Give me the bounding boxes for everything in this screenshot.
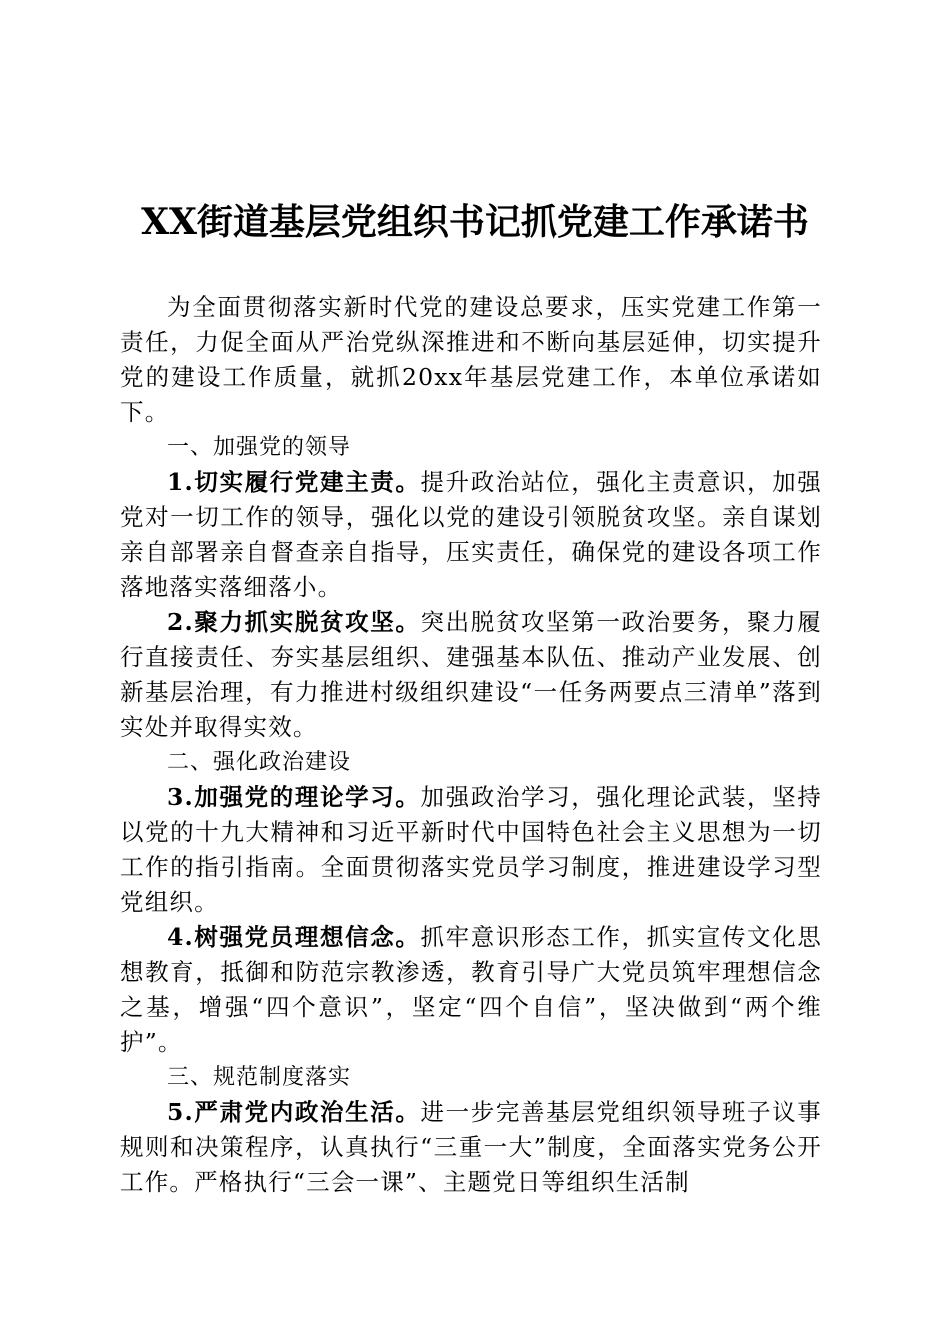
item-text-3: 加强政治学习，强化理论武装，坚持以党的十九大精神和习近平新时代中国特色社会主义思想为一切工作的指引指南。全面贯彻落实党员学习制度，推进建设学习型党组织。	[120, 783, 823, 916]
item-lead-4: 4.树强党员理想信念。	[167, 923, 421, 951]
document-title: XX街道基层党组织书记抓党建工作承诺书	[141, 201, 809, 243]
item-lead-2: 2.聚力抓实脱贫攻坚。	[167, 608, 421, 636]
document-body	[120, 290, 822, 1200]
item-text-4: 抓牢意识形态工作，抓实宣传文化思想教育，抵御和防范宗教渗透，教育引导广大党员筑牢理想信念之基，增强“四个意识”，坚定“四个自信”，坚决做到“两个维护”。	[120, 923, 823, 1056]
item-paragraph-5	[120, 1095, 822, 1200]
item-lead-1: 1.切实履行党建主责。	[167, 468, 421, 496]
item-text-2: 突出脱贫攻坚第一政治要务，聚力履行直接责任、夯实基层组织、建强基本队伍、推动产业发展、创新基层治理，有力推进村级组织建设“一任务两要点三清单”落到实处并取得实效。	[120, 608, 823, 741]
item-paragraph-3	[120, 780, 822, 920]
item-text-5: 进一步完善基层党组织领导班子议事规则和决策程序，认真执行“三重一大”制度，全面落实党务公开工作。严格执行“三会一课”、主题党日等组织生活制	[120, 1098, 823, 1196]
item-text-1: 提升政治站位，强化主责意识，加强党对一切工作的领导，强化以党的建设引领脱贫攻坚。亲自谋划亲自部署亲自督查亲自指导，压实责任，确保党的建设各项工作落地落实落细落小。	[120, 468, 823, 601]
section-heading-1: 一、加强党的领导	[167, 435, 352, 460]
item-lead-3: 3.加强党的理论学习。	[167, 783, 421, 811]
item-paragraph-1	[120, 465, 822, 605]
item-lead-5: 5.严肃党内政治生活。	[167, 1098, 421, 1126]
section-heading-3: 三、规范制度落实	[167, 1065, 352, 1090]
section-heading-2: 二、强化政治建设	[167, 750, 352, 775]
item-paragraph-2	[120, 605, 822, 745]
intro-paragraph: 为全面贯彻落实新时代党的建设总要求，压实党建工作第一责任，力促全面从严治党纵深推进和不断向基层延伸，切实提升党的建设工作质量，就抓20xx年基层党建工作，本单位承诺如下。	[120, 293, 822, 426]
item-paragraph-4	[120, 920, 822, 1060]
